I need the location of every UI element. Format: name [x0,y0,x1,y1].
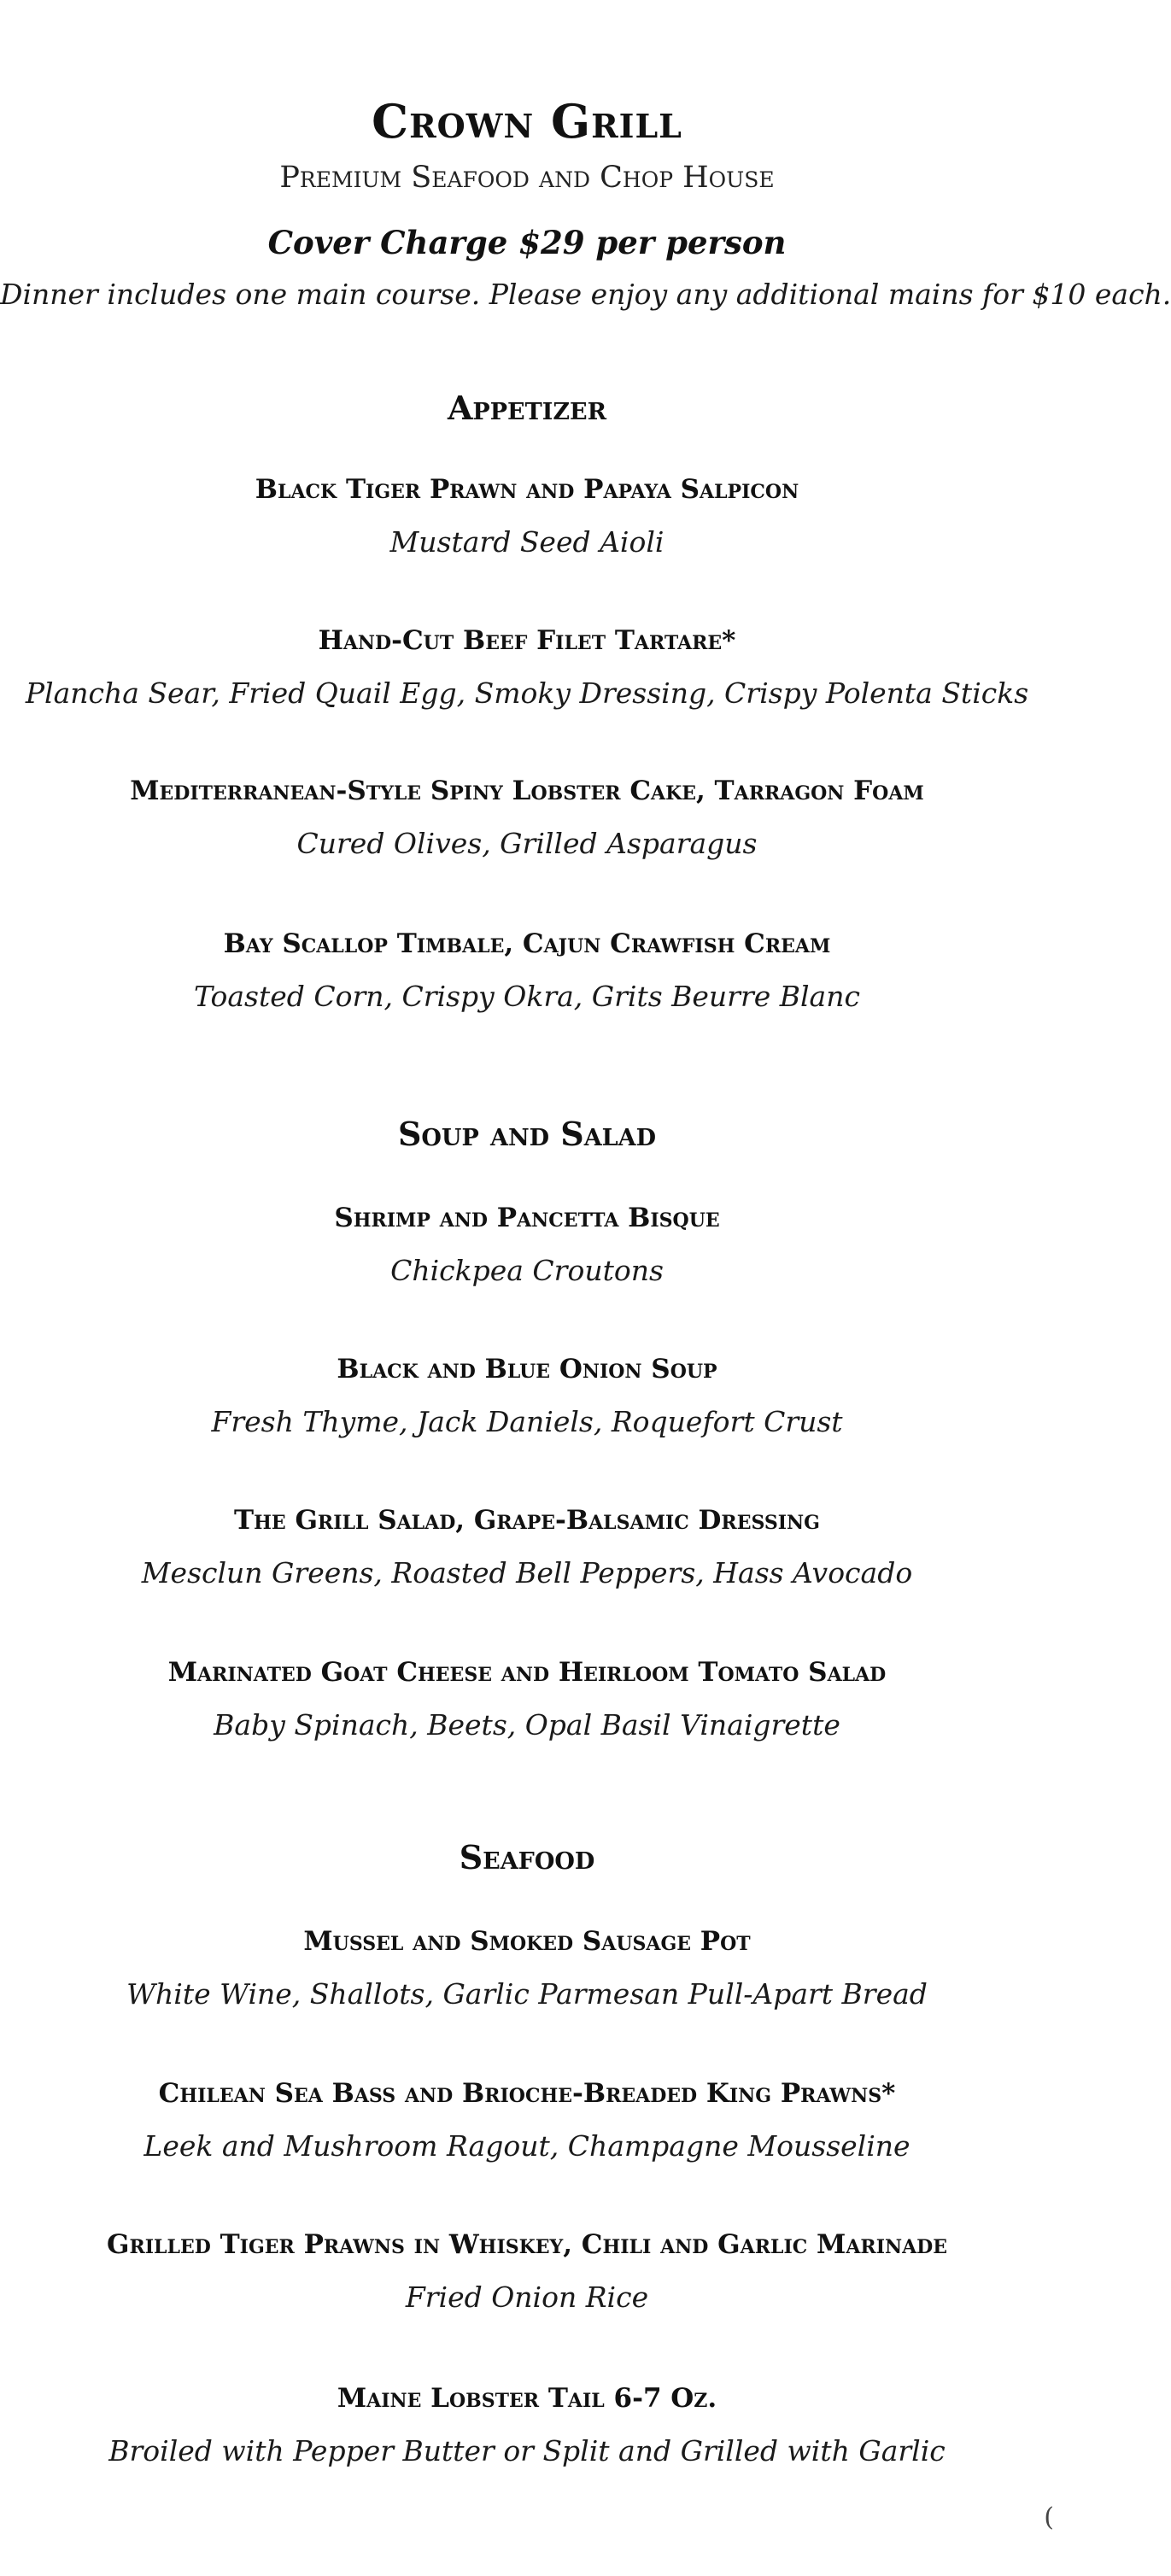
dish-description: Toasted Corn, Crispy Okra, Grits Beurre Blanc [194,980,860,1013]
dish-description: Chickpea Croutons [390,1254,664,1287]
dish-description: Mustard Seed Aioli [389,525,665,559]
dish-description: Broiled with Pepper Butter or Split and Grilled with Garlic [108,2434,946,2468]
dish-name: Marinated Goat Cheese and Heirloom Tomato Salad [167,1657,887,1688]
includes-note: Dinner includes one main course. Please enjoy any additional mains for $10 each. [0,278,1171,311]
dish-name: Maine Lobster Tail 6-7 Oz. [337,2383,717,2414]
cover-charge: Cover Charge $29 per person [267,224,787,261]
dish-name: Grilled Tiger Prawns in Whiskey, Chili and Garlic Marinade [106,2229,948,2260]
dish-description: White Wine, Shallots, Garlic Parmesan Pull-Apart Bread [126,1977,928,2011]
dish-name: Black Tiger Prawn and Papaya Salpicon [255,474,799,505]
dish-name: The Grill Salad, Grape-Balsamic Dressing [234,1505,820,1536]
restaurant-name: Crown Grill [372,94,682,149]
section-title-seafood: Seafood [459,1838,595,1876]
dish-name: Shrimp and Pancetta Bisque [334,1203,720,1233]
dish-name: Chilean Sea Bass and Brioche-Breaded King Prawns* [158,2078,896,2109]
dish-description: Baby Spinach, Beets, Opal Basil Vinaigrette [214,1708,840,1742]
dish-name: Mediterranean-Style Spiny Lobster Cake, Tarragon Foam [130,776,924,806]
restaurant-subtitle: Premium Seafood and Chop House [279,161,775,195]
page-edge-mark: ( [1044,2503,1054,2532]
section-title-appetizer: Appetizer [447,389,607,427]
dish-name: Mussel and Smoked Sausage Pot [303,1926,751,1957]
dish-name: Hand-Cut Beef Filet Tartare* [318,625,736,656]
dish-description: Mesclun Greens, Roasted Bell Peppers, Hass Avocado [141,1556,913,1590]
section-title-soup-salad: Soup and Salad [397,1115,657,1153]
dish-description: Fresh Thyme, Jack Daniels, Roquefort Crust [211,1405,843,1438]
dish-description: Plancha Sear, Fried Quail Egg, Smoky Dressing, Crispy Polenta Sticks [25,676,1029,710]
dish-description: Leek and Mushroom Ragout, Champagne Mousseline [143,2129,910,2163]
dish-name: Black and Blue Onion Soup [337,1354,717,1385]
dish-description: Cured Olives, Grilled Asparagus [296,827,758,860]
dish-description: Fried Onion Rice [405,2280,649,2314]
dish-name: Bay Scallop Timbale, Cajun Crawfish Cream [223,928,831,959]
